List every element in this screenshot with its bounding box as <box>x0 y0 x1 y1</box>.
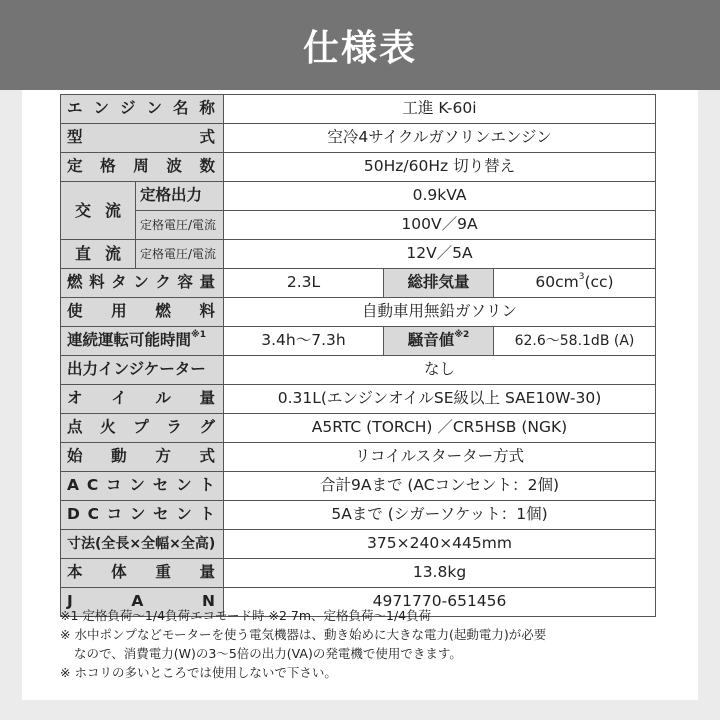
value-ac-outlet: 合計9Aまで (ACコンセント：2個) <box>224 472 656 501</box>
spec-card <box>22 90 698 700</box>
label-text: 直 流 <box>75 244 121 263</box>
label-frequency <box>61 153 224 182</box>
label-oil <box>61 385 224 414</box>
table-row <box>61 559 656 588</box>
value-model: 空冷4サイクルガソリンエンジン <box>224 124 656 153</box>
value-fuel: 自動車用無鉛ガソリン <box>224 298 656 327</box>
label-engine-name <box>61 95 224 124</box>
value-dimensions: 375×240×445mm <box>224 530 656 559</box>
label-text: 本 体 重 量 <box>67 563 215 582</box>
label-ac-rated-output: 定格出力 <box>136 182 224 211</box>
table-row <box>61 472 656 501</box>
footnote: ※ ホコリの多いところでは使用しないで下さい。 <box>60 665 337 680</box>
label-model <box>61 124 224 153</box>
label-fuel <box>61 298 224 327</box>
label-runtime: 連続運転可能時間$^{※1}$ <box>61 327 224 356</box>
footnote: なので、消費電力(W)の3〜5倍の出力(VA)の発電機で使用できます。 <box>74 646 462 661</box>
label-dc-rated-vc: 定格電圧/電流 <box>136 240 224 269</box>
label-ac-group <box>61 182 136 240</box>
footnotes <box>60 606 680 682</box>
value-dc-outlet: 5Aまで (シガーソケット：1個) <box>224 501 656 530</box>
table-row <box>61 385 656 414</box>
label-text: D C コ ン セ ン ト <box>67 505 215 524</box>
table-row <box>61 124 656 153</box>
label-text: J A N <box>67 592 215 611</box>
label-fuel-tank <box>61 269 224 298</box>
label-text: 始 動 方 式 <box>67 447 215 466</box>
value-oil: 0.31L(エンジンオイルSE級以上 SAE10W-30) <box>224 385 656 414</box>
label-weight <box>61 559 224 588</box>
value-indicator: なし <box>224 356 656 385</box>
label-text: エ ン ジ ン 名 称 <box>67 99 215 118</box>
label-text: 点 火 プ ラ グ <box>67 418 215 437</box>
label-start <box>61 443 224 472</box>
value-weight: 13.8kg <box>224 559 656 588</box>
table-row <box>61 327 656 356</box>
table-row <box>61 269 656 298</box>
label-dc-outlet <box>61 501 224 530</box>
label-spark-plug <box>61 414 224 443</box>
table-row <box>61 298 656 327</box>
value-displacement: $60cm^3(cc)$ <box>494 269 656 298</box>
label-noise: 騒音値$^{※2}$ <box>384 327 494 356</box>
spec-table <box>60 94 656 617</box>
label-text: 型 式 <box>67 128 215 147</box>
page-title: 仕様表 <box>302 27 417 69</box>
label-text: オ イ ル 量 <box>67 389 215 408</box>
table-row <box>61 501 656 530</box>
label-text: 燃 料 タ ン ク 容 量 <box>67 273 215 292</box>
table-row <box>61 356 656 385</box>
label-ac-outlet <box>61 472 224 501</box>
label-text: 使 用 燃 料 <box>67 302 215 321</box>
label-text: 定 格 周 波 数 <box>67 157 215 176</box>
table-row <box>61 530 656 559</box>
label-text: A C コ ン セ ン ト <box>67 476 215 495</box>
table-row <box>61 240 656 269</box>
table-row <box>61 211 656 240</box>
value-spark-plug: A5RTC (TORCH) ／CR5HSB (NGK) <box>224 414 656 443</box>
value-jan: 4971770-651456 <box>224 588 656 617</box>
value-fuel-tank: 2.3L <box>224 269 384 298</box>
footnote: ※ 水中ポンプなどモーターを使う電気機器は、動き始めに大きな電力(起動電力)が必要 <box>60 627 547 642</box>
value-engine-name: 工進 K-60i <box>224 95 656 124</box>
table-row <box>61 153 656 182</box>
label-dimensions: 寸法(全長×全幅×全高) <box>61 530 224 559</box>
value-frequency: 50Hz/60Hz 切り替え <box>224 153 656 182</box>
label-indicator: 出力インジケーター <box>61 356 224 385</box>
label-dc-group <box>61 240 136 269</box>
label-displacement: 総排気量 <box>384 269 494 298</box>
value-start: リコイルスターター方式 <box>224 443 656 472</box>
value-ac-rated-output: 0.9kVA <box>224 182 656 211</box>
value-ac-rated-vc: 100V／9A <box>224 211 656 240</box>
value-noise: 62.6〜58.1dB (A) <box>494 327 656 356</box>
table-row <box>61 182 656 211</box>
table-row <box>61 95 656 124</box>
header-bar <box>0 0 720 90</box>
value-dc-rated-vc: 12V／5A <box>224 240 656 269</box>
table-row <box>61 443 656 472</box>
footnote: ※1 定格負荷〜1/4負荷エコモード時 ※2 7m、定格負荷〜1/4負荷 <box>60 608 432 623</box>
label-text: 交 流 <box>75 200 121 220</box>
table-row <box>61 414 656 443</box>
label-ac-rated-vc: 定格電圧/電流 <box>136 211 224 240</box>
value-runtime: 3.4h〜7.3h <box>224 327 384 356</box>
